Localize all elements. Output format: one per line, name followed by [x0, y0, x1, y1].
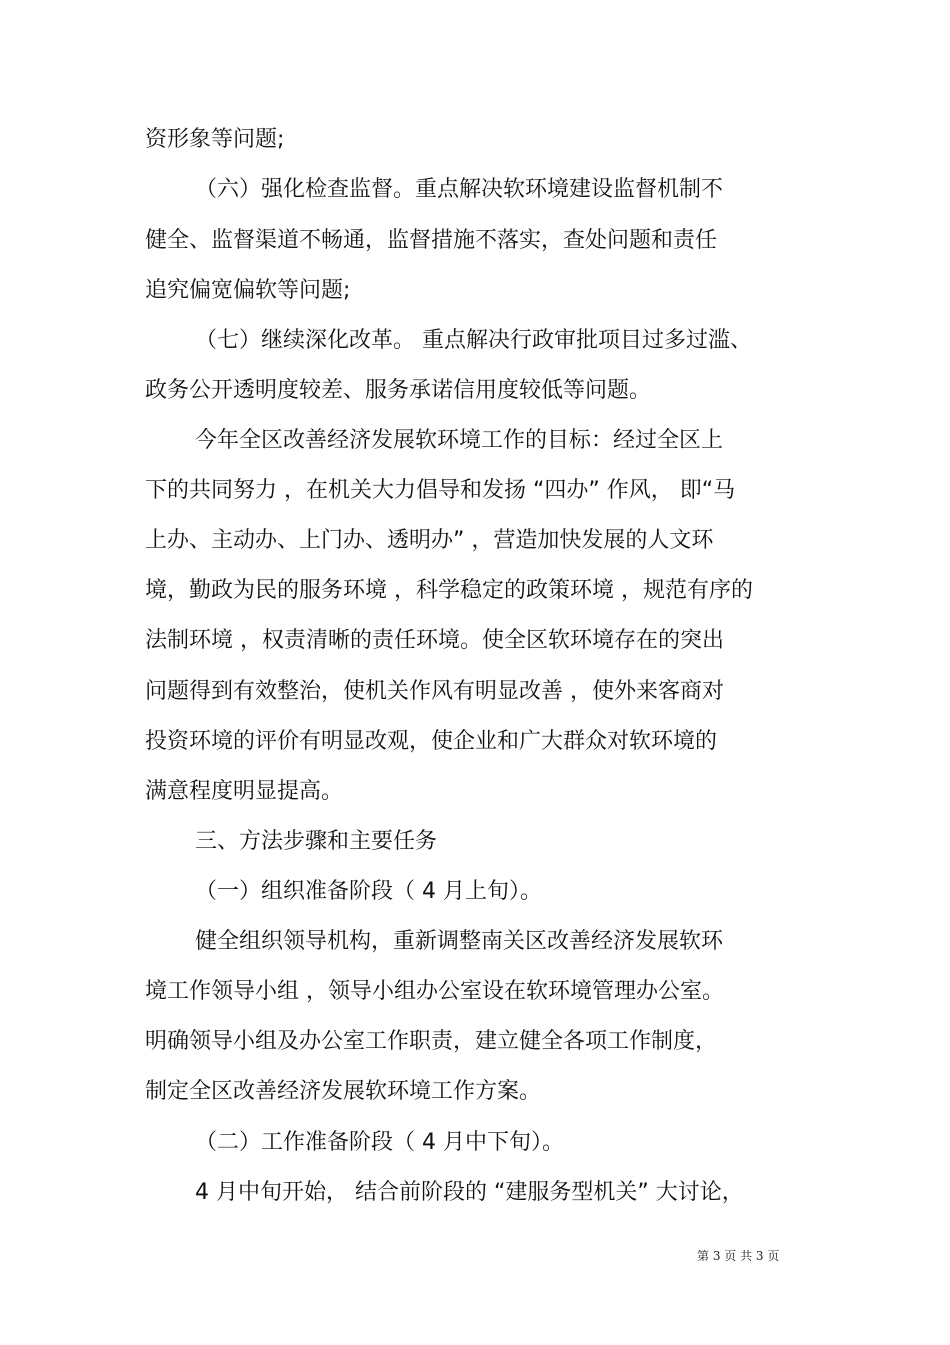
- text-line: （七）继续深化改革。 重点解决行政审批项目过多过滥、: [195, 328, 752, 353]
- text-line: 健全组织领导机构，重新调整南关区改善经济发展软环: [195, 929, 724, 954]
- text-line: 问题得到有效整治，使机关作风有明显改善 ，使外来客商对: [145, 679, 724, 704]
- text-line: 资形象等问题;: [145, 127, 285, 152]
- subsection-heading: （一）组织准备阶段（ 4 月上旬）。: [195, 879, 542, 904]
- page-number-footer: 第 3 页 共 3 页: [697, 1249, 780, 1263]
- text-line: 法制环境 ，权责清晰的责任环境。使全区软环境存在的突出: [145, 628, 724, 653]
- text-line: 上办、主动办、上门办、透明办” ，营造加快发展的人文环: [145, 528, 714, 553]
- text-line: 投资环境的评价有明显改观，使企业和广大群众对软环境的: [145, 729, 718, 754]
- text-line: 政务公开透明度较差、服务承诺信用度较低等问题。: [145, 378, 652, 403]
- text-line: 满意程度明显提高。: [145, 779, 344, 804]
- text-line: 境，勤政为民的服务环境 ，科学稳定的政策环境 ，规范有序的: [145, 578, 753, 603]
- text-line: 健全、监督渠道不畅通，监督措施不落实，查处问题和责任: [145, 228, 718, 253]
- text-line: 明确领导小组及办公室工作职责，建立健全各项工作制度，: [145, 1029, 718, 1054]
- text-line: （六）强化检查监督。重点解决软环境建设监督机制不: [195, 177, 724, 202]
- text-line: 境工作领导小组 ，领导小组办公室设在软环境管理办公室。: [145, 979, 724, 1004]
- text-line: 追究偏宽偏软等问题;: [145, 278, 351, 303]
- text-line: 制定全区改善经济发展软环境工作方案。: [145, 1079, 542, 1104]
- text-line: 今年全区改善经济发展软环境工作的目标：经过全区上: [195, 428, 724, 453]
- section-heading: 三、方法步骤和主要任务: [195, 829, 438, 854]
- subsection-heading: （二）工作准备阶段（ 4 月中下旬）。: [195, 1130, 564, 1155]
- text-line: 4 月中旬开始， 结合前阶段的 “建服务型机关” 大讨论，: [195, 1180, 744, 1205]
- text-line: 下的共同努力 ，在机关大力倡导和发扬 “四办” 作风， 即“马: [145, 478, 736, 503]
